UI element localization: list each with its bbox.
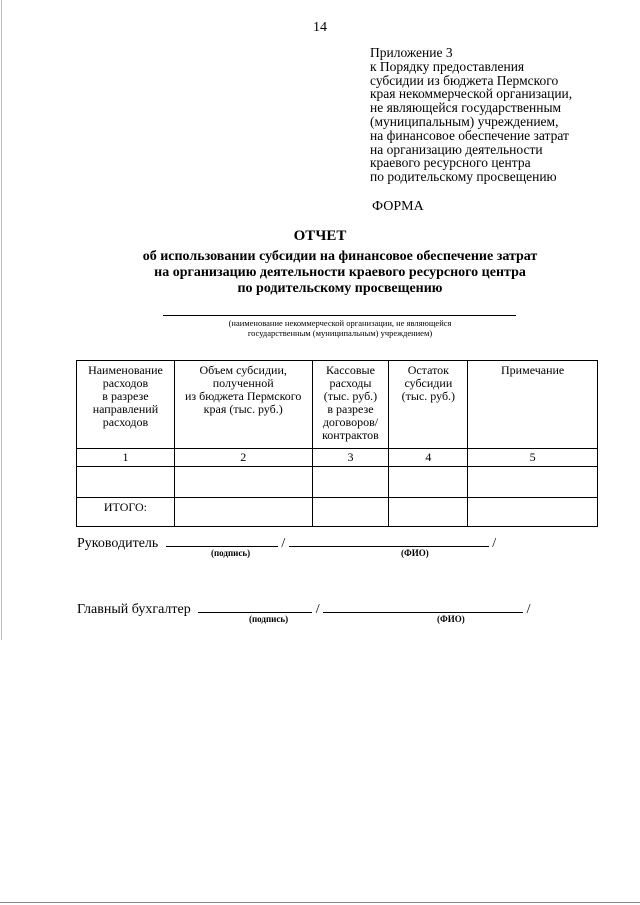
org-caption-line: (наименование некоммерческой организации, не являющейся xyxy=(228,318,452,328)
header-cell-cash-expenses: Кассовые расходы (тыс. руб.) в разрезе договоров/ контрактов xyxy=(312,361,389,449)
director-name-line xyxy=(289,532,489,547)
director-signature-line xyxy=(166,532,278,547)
table-number-row xyxy=(77,449,598,467)
accountant-signature-caption: (подпись) xyxy=(249,614,289,624)
table-row xyxy=(77,467,598,498)
appendix-note xyxy=(370,46,572,184)
column-number: 2 xyxy=(174,449,312,467)
accountant-signature-line xyxy=(198,598,312,613)
director-name-caption: (ФИО) xyxy=(401,548,429,558)
table-cell xyxy=(77,467,175,498)
column-number: 4 xyxy=(389,449,468,467)
header-cell-subsidy-volume: Объем субсидии, полученной из бюджета Пермского края (тыс. руб.) xyxy=(174,361,312,449)
separator-slash: / xyxy=(526,602,531,617)
appendix-line: Приложение 3 xyxy=(370,45,453,60)
table-cell xyxy=(312,467,389,498)
table-cell xyxy=(174,467,312,498)
report-table xyxy=(76,360,598,527)
subtitle-line: на организацию деятельности краевого ресурсного центра xyxy=(154,265,526,280)
appendix-line: на финансовое обеспечение затрат xyxy=(370,127,569,143)
subtitle-line: по родительскому просвещению xyxy=(237,281,443,296)
director-label: Руководитель xyxy=(77,536,159,551)
form-label: ФОРМА xyxy=(372,199,424,214)
header-cell-remaining: Остаток субсидии (тыс. руб.) xyxy=(389,361,468,449)
org-caption-line: государственным (муниципальным) учреждением) xyxy=(247,328,433,338)
accountant-label: Главный бухгалтер xyxy=(77,602,191,617)
column-number: 5 xyxy=(468,449,598,467)
table-cell xyxy=(468,498,598,527)
director-signature-row xyxy=(77,532,496,552)
total-label: ИТОГО: xyxy=(77,498,175,527)
appendix-line: не являющейся государственным xyxy=(370,100,562,116)
page-number: 14 xyxy=(313,20,327,35)
table-total-row xyxy=(77,498,598,527)
table-header-row xyxy=(77,361,598,449)
page-edge-left xyxy=(1,0,2,640)
document-title: ОТЧЕТ xyxy=(293,228,347,244)
accountant-name-line xyxy=(323,598,523,613)
organization-name-line xyxy=(163,315,516,316)
separator-slash: / xyxy=(281,536,286,551)
header-cell-note: Примечание xyxy=(468,361,598,449)
accountant-name-caption: (ФИО) xyxy=(437,614,465,624)
appendix-line: на организацию деятельности xyxy=(370,141,543,157)
table-cell xyxy=(468,467,598,498)
director-signature-caption: (подпись) xyxy=(211,548,251,558)
appendix-line: края некоммерческой организации, xyxy=(370,86,573,102)
table-cell xyxy=(389,498,468,527)
column-number: 3 xyxy=(312,449,389,467)
subtitle-line: об использовании субсидии на финансовое обеспечение затрат xyxy=(142,249,538,264)
separator-slash: / xyxy=(315,602,320,617)
appendix-line: по родительскому просвещению xyxy=(370,169,557,185)
document-subtitle xyxy=(0,249,640,297)
appendix-line: к Порядку предоставления xyxy=(370,58,525,74)
organization-caption xyxy=(160,318,520,338)
appendix-line: субсидии из бюджета Пермского xyxy=(370,72,559,88)
table-cell xyxy=(389,467,468,498)
separator-slash: / xyxy=(492,536,497,551)
appendix-line: (муниципальным) учреждением, xyxy=(370,113,559,129)
table-cell xyxy=(174,498,312,527)
table-cell xyxy=(312,498,389,527)
appendix-line: краевого ресурсного центра xyxy=(370,155,531,171)
column-number: 1 xyxy=(77,449,175,467)
header-cell-expenses: Наименование расходов в разрезе направлений расходов xyxy=(77,361,175,449)
page-edge-bottom xyxy=(0,902,640,903)
